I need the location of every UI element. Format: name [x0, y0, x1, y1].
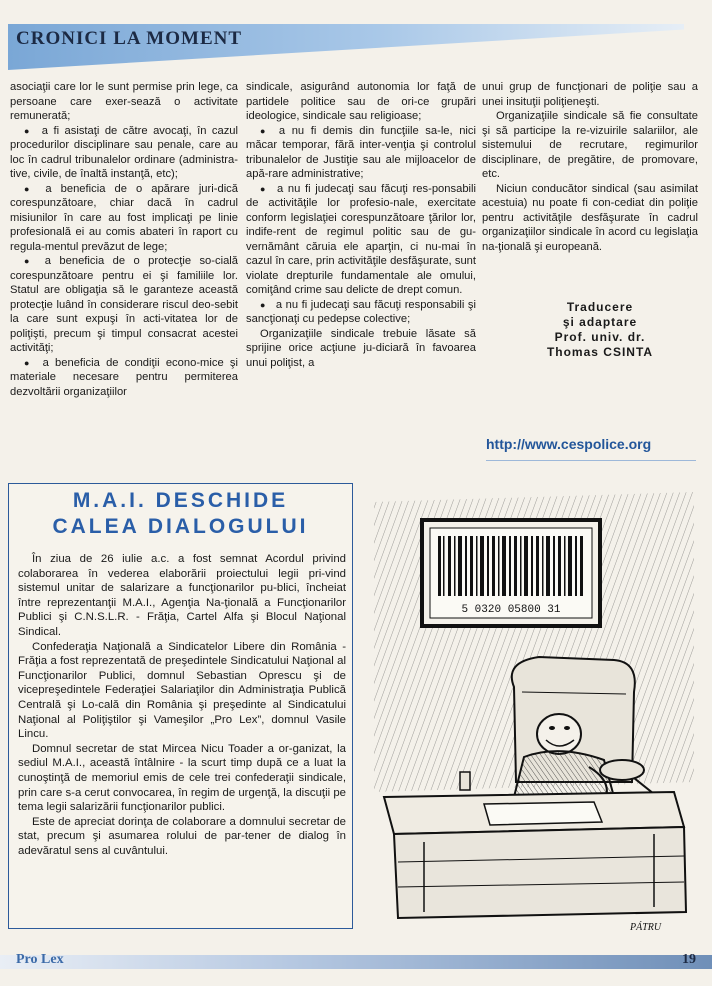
footer-band — [0, 955, 712, 969]
divider — [486, 460, 696, 461]
bullet-item: ● a nu fi judecaţi sau făcuţi responsabili şi sancţionaţi cu pedepse colective; — [246, 298, 476, 327]
barcode-digits: 5 0320 05800 31 — [461, 604, 561, 616]
news-box-title — [8, 488, 353, 540]
bullet-item: ● a beneficia de condiţii econo-mice şi materiale necesare pentru permiterea dezvoltării organizaţiilor — [10, 356, 238, 400]
credit-author: Thomas CSINTA — [546, 345, 654, 359]
website-link[interactable]: http://www.cespolice.org — [486, 436, 652, 452]
paragraph: Niciun conducător sindical (sau asimilat acestuia) nu poate fi con-cediat din poliţie pentru activităţile desfăşurate în cadrul organizaţiilor sindicale în acord cu legislaţia na-ţională şi europeană. — [482, 182, 698, 253]
paragraph: Este de apreciat dorinţa de colaborare a domnului secretar de stat, precum şi asumarea rolului de par-tener de dialog în adevăratul sens al cuvântului. — [18, 815, 346, 857]
title-line: CALEA DIALOGULUI — [52, 515, 309, 538]
paragraph: Domnul secretar de stat Mircea Nicu Toader a or-ganizat, la sediul M.A.I., această întâlnire - la scurt timp după ce a luat la cunoştinţă de memoriul emis de cele trei confederaţii sindicale, prin care s-a cerut convocarea, în regim de urgenţă, la discuţii pe tema legii salarizării funcţionarilor publici. — [18, 742, 346, 814]
title-line: M.A.I. DESCHIDE — [72, 489, 289, 512]
paragraph: unui grup de funcţionari de poliţie sau a unei insituţii poliţieneşti. — [482, 81, 698, 108]
desk — [384, 792, 686, 918]
paragraph: În ziua de 26 iulie a.c. a fost semnat Acordul privind colaborarea în vederea elaborării proiectului legii pri-vind sistemul unitar de salarizare a funcţionarilor pu-blici, încheiat între reprezentanţii M.A.I., Agenţia Na-ţională a Funcţionarilor Publici şi C.N.S.L.R. - Frăţia, Cartel Alfa şi Blocul Naţional Sindical. — [18, 553, 346, 638]
news-box-body — [18, 552, 346, 858]
credit-line: şi adaptare — [562, 315, 638, 329]
paragraph: Organizaţiile sindicale să fie consultate şi să participe la re-vizuirile salariilor, ale sistemului de recrutare, regimurilor disciplinare, de pregătire, de promovare, etc. — [482, 110, 698, 180]
page-number: 19 — [682, 952, 696, 967]
bullet-item: ● a nu fi demis din funcţiile sa-le, nici măcar temporar, fără inter-venţia şi controlul tribunalelor de Justiţie sau ale mijloacelor de apă-rare administrative; — [246, 124, 476, 182]
bullet-item: ● a nu fi judecaţi sau făcuţi res-ponsabili de activităţile lor profesio-nale, exercitate conform legislaţiei corespunzătoare ţărilor lor, indife-rent de regimul politic sau de gu-vernământ căruia ele aparţin, ci nu-mai în cazul în care, prin activităţile desfăşurate, sunt violate drepturile fundamentale ale omului, comiţând crime sau delicte de drept comun. — [246, 182, 476, 298]
credit-line: Prof. univ. dr. — [554, 330, 646, 344]
bullet-item: ● a fi asistaţi de către avocaţi, în cazul procedurilor disciplinare sau penale, care au loc în cadrul tribunalelor ordinare (administra-tive, civile, de înaltă instanţă, etc); — [10, 124, 238, 182]
paragraph: asociaţii care lor le sunt permise prin lege, ca persoane care exer-sează o activitate remunerată; — [10, 81, 238, 122]
credit-line: Traducere — [566, 300, 634, 314]
translation-credit — [540, 300, 660, 360]
bullet-item: ● a beneficia de o protecţie so-cială corespunzătoare pentru ei şi familiile lor. Statul are obligaţia să le garanteze această protecţie luând în considerare riscul deo-sebit la care sunt expuşi în acti-vitatea lor de poliţişti, precum şi timpul consacrat acestei activităţi; — [10, 254, 238, 356]
cartoon-illustration — [364, 482, 700, 938]
bullet-item: ● a beneficia de o apărare juri-dică corespunzătoare, chiar dacă în cadrul misiunilor în care au fost implicaţi pe linie profesională ei au comis abateri în raport cu regula-mentul prevăzut de lege; — [10, 182, 238, 255]
section-title: CRONICI LA MOMENT — [16, 28, 243, 49]
paragraph: Confederaţia Naţională a Sindicatelor Libere din România - Frăţia a fost reprezentată de preşedintele Sindicatului Naţional al Funcţionarilor Publici, domnul Sebastian Oprescu şi de vicepreşedintele Federaţiei Salariaţilor din Administraţia Publică Centrală şi Lo-cală din România şi preşedinte al Sindicatului Naţional al Poliţiştilor şi Vameşilor „Pro Lex”, domnul Vasile Lincu. — [18, 640, 346, 741]
paragraph: sindicale, asigurând autonomia lor faţă de partidele politice sau de ori-ce grupări ideologice, sindicale sau religioase; — [246, 81, 476, 122]
paragraph: Organizaţiile sindicale trebuie lăsate să sprijine orice acţiune ju-diciară în favoarea unui poliţist, a — [246, 327, 476, 369]
cup — [460, 772, 470, 790]
barcode-picture — [422, 520, 600, 626]
article-column-2 — [246, 80, 476, 370]
article-column-1 — [10, 80, 238, 399]
publication-name: Pro Lex — [16, 952, 64, 967]
article-column-3 — [482, 80, 698, 254]
cartoon-signature: PÁTRU — [630, 922, 662, 933]
